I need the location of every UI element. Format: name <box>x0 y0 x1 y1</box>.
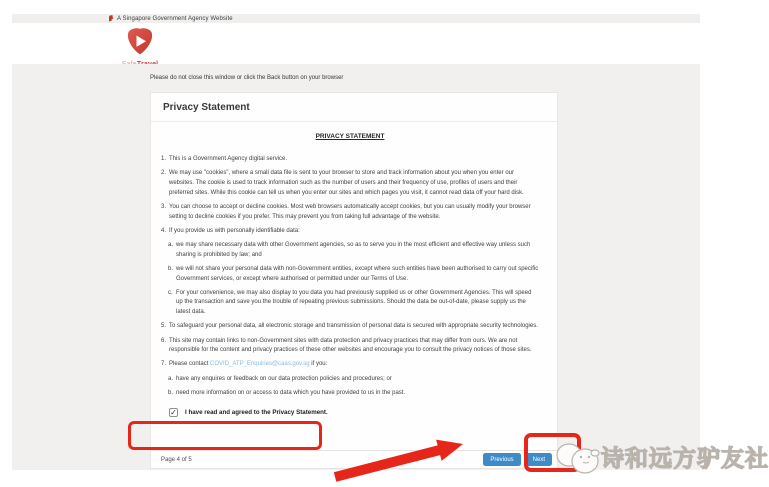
gov-banner <box>12 14 700 23</box>
privacy-agree-checkbox[interactable]: ✓ <box>170 407 177 417</box>
statement-title: PRIVACY STATEMENT <box>315 133 385 140</box>
gov-banner-text: A Singapore Government Agency Website <box>117 15 233 22</box>
item-number: b. <box>168 265 174 272</box>
privacy-item <box>168 389 539 399</box>
item-text: Please contact COVID_ATP_Enquiries@caas.gov.sg if you: <box>169 361 328 368</box>
card-body <box>151 122 557 450</box>
page-body <box>12 64 700 470</box>
webpage <box>12 14 700 470</box>
item-number: b. <box>168 389 174 396</box>
item-text: we will not share your personal data with non-Government entities, except where such entities have been authorised to carry out specific Government services, or except where authorised or permitted under our Terms of Use. <box>176 265 539 282</box>
privacy-item <box>161 203 539 222</box>
privacy-subitems <box>168 375 539 399</box>
item-text: To safeguard your personal data, all electronic storage and transmission of personal data is secured with appropriate security technologies. <box>169 323 538 330</box>
item-text: We may use "cookies", where a small data file is sent to your browser to store and track information about you when you enter our websites. The cookie is used to track information such as the number of users and their frequency of use, profiles of users and their preferred sites. While this cookie can tell us when you enter our sites and which pages you visit, it cannot read data off your hard disk. <box>169 170 524 196</box>
item-number: 4. <box>161 227 167 234</box>
privacy-item <box>168 375 539 385</box>
item-text: For your convenience, we may also display to you data you had previously supplied us or other Government Agencies. This will speed up the transaction and save you the trouble of repeating previous submissions. Should the data be out-of-date, please supply us the latest data. <box>176 289 532 316</box>
item-number: 7. <box>161 361 167 368</box>
item-text: If you provide us with personally identifiable data: <box>169 227 300 234</box>
item-text: This site may contain links to non-Government sites with data protection and privacy practices that may differ from ours. We are not responsible for the content and privacy practices of these other websites and encourage you to consult the privacy notices of those sites. <box>169 337 532 354</box>
item-text: This is a Government Agency digital service. <box>169 156 288 162</box>
mascot-icon <box>555 439 601 479</box>
item-text: have any enquires or feedback on our data protection policies and procedures; or <box>176 375 392 382</box>
privacy-item <box>161 155 539 165</box>
safetravel-logo[interactable] <box>104 28 176 68</box>
previous-button[interactable]: Previous <box>483 453 520 466</box>
item-number: c. <box>168 289 173 296</box>
do-not-close-notice: Please do not close this window or click the Back button on your browser <box>150 75 344 81</box>
privacy-card <box>150 92 558 469</box>
privacy-item <box>161 227 539 237</box>
item-number: 5. <box>161 323 167 330</box>
pagination-buttons <box>483 453 552 466</box>
lion-crest-icon <box>108 15 114 22</box>
item-text: You can choose to accept or decline cookies. Most web browsers automatically accept cookies, but you can usually modify your browser setting to decline cookies if you prefer. This may prevent you from taking full advantage of the website. <box>169 203 531 220</box>
card-title: Privacy Statement <box>151 93 557 122</box>
privacy-item <box>161 322 539 332</box>
item-number: 2. <box>161 170 167 177</box>
item-number: a. <box>168 241 174 248</box>
privacy-item <box>168 265 539 284</box>
item-text: need more information on or access to data which you have provided to us in the past. <box>176 389 406 396</box>
item-number: 6. <box>161 337 167 344</box>
watermark-text: 诗和远方驴友社 <box>601 445 769 471</box>
agree-label: I have read and agreed to the Privacy Statement. <box>185 408 328 416</box>
privacy-item <box>161 360 539 370</box>
privacy-subitems <box>168 241 539 318</box>
agree-row <box>169 408 539 417</box>
next-button[interactable]: Next <box>526 453 552 466</box>
card-footer <box>151 450 557 468</box>
privacy-list <box>161 155 539 399</box>
item-number: a. <box>168 375 174 382</box>
privacy-item <box>161 337 539 356</box>
privacy-item <box>168 289 539 318</box>
item-number: 3. <box>161 203 167 210</box>
email-link[interactable]: COVID_ATP_Enquiries@caas.gov.sg <box>210 361 310 368</box>
shield-play-icon <box>127 28 153 55</box>
item-number: 1. <box>161 156 167 162</box>
privacy-item <box>168 241 539 260</box>
item-text: we may share necessary data with other Government agencies, so as to serve you in the most efficient and effective way unless such sharing is prohibited by law; and <box>176 241 531 258</box>
privacy-item <box>161 169 539 198</box>
page-indicator: Page 4 of 5 <box>161 456 192 463</box>
site-header <box>12 23 700 64</box>
